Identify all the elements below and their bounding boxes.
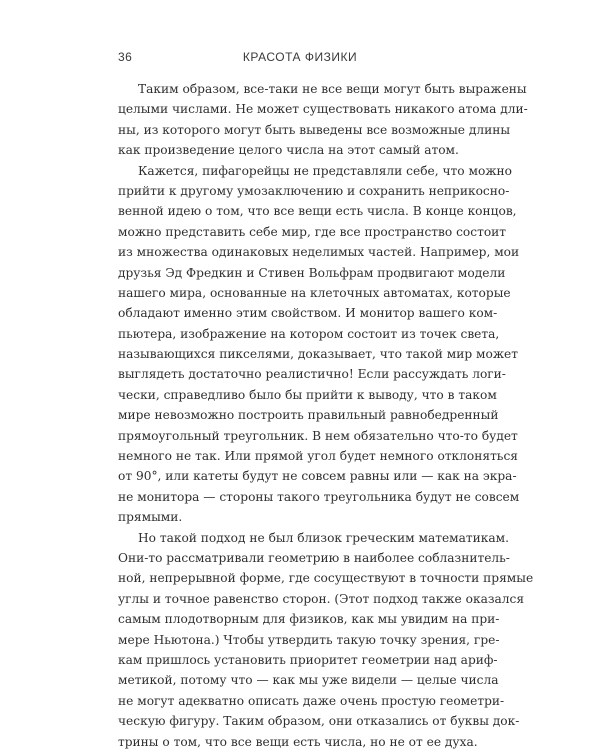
text-line: прямоугольный треугольник. В нем обязательно что-то будет <box>118 428 518 443</box>
text-line: от 90°, или катеты будут не совсем равны или — как на экра- <box>118 469 517 484</box>
paragraph-1 <box>118 79 528 161</box>
text-line: мире невозможно построить правильный равнобедренный <box>118 408 499 423</box>
text-line: венной идею о том, что все вещи есть числа. В конце концов, <box>118 204 517 219</box>
body-text <box>118 79 534 752</box>
text-line: не монитора — стороны такого треугольника будут не совсем <box>118 489 520 504</box>
text-line: трины о том, что все вещи есть числа, но не от ее духа. <box>118 734 478 749</box>
text-line: самым плодотворным для физиков, как мы увидим на при- <box>118 612 500 627</box>
text-line: выглядеть достаточно реалистично! Если рассуждать логи- <box>118 367 506 382</box>
text-line: Таким образом, все-таки не все вещи могут быть выражены <box>138 82 527 96</box>
text-line: как произведение целого числа на этот самый атом. <box>118 143 459 158</box>
text-line: обладают именно этим свойством. И монитор вашего ком- <box>118 306 498 321</box>
text-line: пьютера, изображение на котором состоит из точек света, <box>118 326 500 341</box>
text-line: из множества одинаковых неделимых частей. Например, мои <box>118 245 520 260</box>
text-line: ческую фигуру. Таким образом, они отказались от буквы док- <box>118 714 520 729</box>
page-number: 36 <box>118 50 133 64</box>
text-line: можно представить себе мир, где все пространство состоит <box>118 224 507 239</box>
text-line: называющихся пикселями, доказывает, что такой мир может <box>118 347 519 362</box>
text-line: ной, непрерывной форме, где сосуществуют в точности прямые <box>118 571 534 586</box>
text-line: не могут адекватно описать даже очень простую геометри- <box>118 693 505 708</box>
paragraph-3 <box>118 528 534 752</box>
running-head <box>118 50 482 66</box>
text-line: кам пришлось установить приоритет геометрии над ариф- <box>118 652 498 667</box>
text-line: мере Ньютона.) Чтобы утвердить такую точку зрения, гре- <box>118 632 500 647</box>
text-line: друзья Эд Фредкин и Стивен Вольфрам продвигают модели <box>118 265 506 280</box>
text-line: прийти к другому умозаключению и сохранить неприкосно- <box>118 183 510 198</box>
book-title: КРАСОТА ФИЗИКИ <box>242 50 358 64</box>
text-line: Но такой подход не был близок греческим математикам. <box>138 530 510 545</box>
text-line: немного не так. Или прямой угол будет немного отклоняться <box>118 449 518 464</box>
text-line: прямыми. <box>118 510 183 525</box>
text-line: углы и точное равенство сторон. (Этот подход также оказался <box>118 591 525 606</box>
text-line: Они-то рассматривали геометрию в наиболее соблазнитель- <box>118 550 510 565</box>
text-line: целыми числами. Не может существовать никакого атома дли- <box>118 102 528 117</box>
paragraph-2 <box>118 161 520 528</box>
text-line: чески, справедливо было бы прийти к выводу, что в таком <box>118 387 497 402</box>
text-line: метикой, потому что — как мы уже видели — целые числа <box>118 673 499 688</box>
text-line: Кажется, пифагорейцы не представляли себе, что можно <box>138 163 513 178</box>
text-line: ны, из которого могут быть выведены все возможные длины <box>118 122 511 137</box>
text-line: нашего мира, основанные на клеточных автоматах, которые <box>118 285 511 300</box>
